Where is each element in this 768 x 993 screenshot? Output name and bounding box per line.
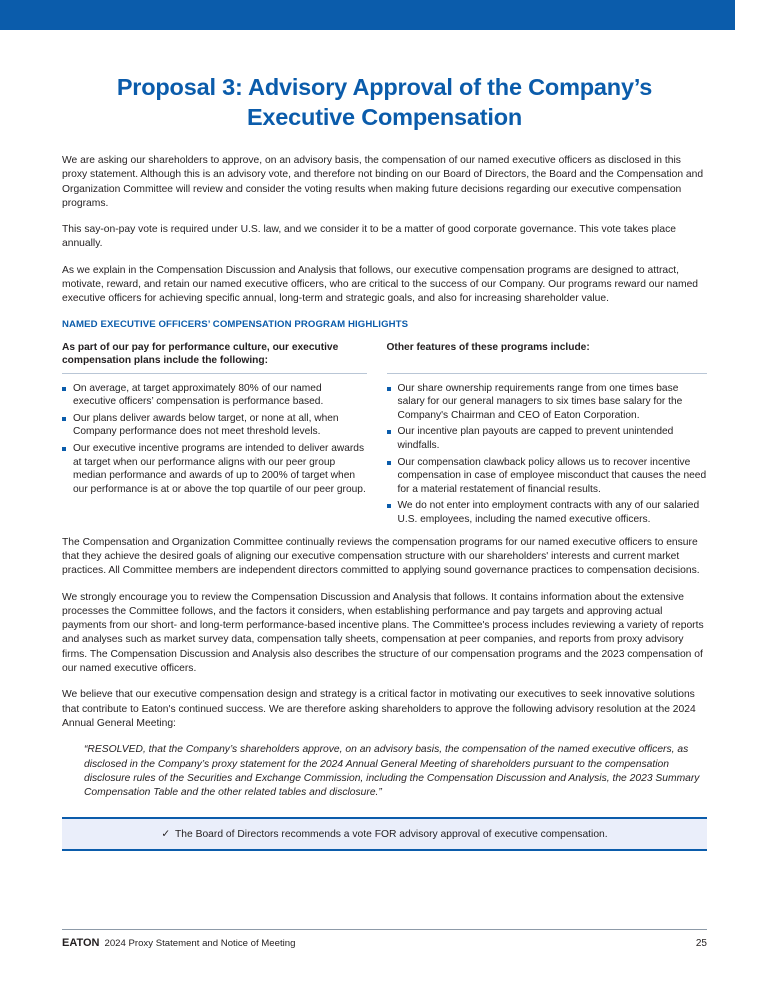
highlights-right-column xyxy=(385,341,708,530)
footer-left xyxy=(62,937,295,949)
check-icon: ✓ xyxy=(161,828,170,840)
body-paragraph-6: We believe that our executive compensation design and strategy is a critical factor in motivating our executives to seek innovative solutions that contribute to Eaton's continued success. We are therefore asking shareholders to approve the following advisory resolution at the 2024 Annual General Meeting: xyxy=(62,689,696,729)
left-column-divider xyxy=(62,373,367,374)
page-title: Proposal 3: Advisory Approval of the Company’s Executive Compensation xyxy=(116,74,653,130)
intro-paragraph-2: This say-on-pay vote is required under U.S. law, and we consider it to be a matter of good corporate governance. This vote takes place annually. xyxy=(62,224,676,250)
page-footer xyxy=(62,929,707,949)
company-logo-text: EATON xyxy=(62,937,100,949)
left-column-bullet-list xyxy=(62,382,367,497)
body-paragraph-5: We strongly encourage you to review the Compensation Discussion and Analysis that follows. It contains information about the extensive processes the Committee follows, and the factors it considers, when establishing performance and pay targets and approving actual payments from our short- and long-term performance-based incentive plans. The Committee's process includes reviewing a variety of reports and analyses such as market survey data, compensation tally sheets, compensation at peer companies, and reports from proxy advisory firms. The Compensation Discussion and Analysis also describes the structure of our compensation programs and the 2023 compensation of our named executive officers. xyxy=(62,591,704,674)
header-band xyxy=(0,0,735,30)
highlights-left-column xyxy=(62,341,385,530)
highlights-columns xyxy=(62,341,707,530)
right-column-divider xyxy=(387,373,708,374)
page-number: 25 xyxy=(695,938,707,949)
section-heading-compensation-highlights: NAMED EXECUTIVE OFFICERS’ COMPENSATION PROGRAM HIGHLIGHTS xyxy=(62,318,409,330)
resolution-quote: “RESOLVED, that the Company’s shareholders approve, on an advisory basis, the compensation of the named executive officers, as disclosed in the Company’s proxy statement for the 2024 Annual General Meeting of shareholders pursuant to the compensation disclosure rules of the Securities and Exchange Commission, including the Compensation Discussion and Analysis, the 2023 Summary Compensation Table and the other related tables and disclosure.” xyxy=(84,744,700,799)
board-recommendation-text: The Board of Directors recommends a vote FOR advisory approval of executive compensation. xyxy=(174,828,608,840)
footer-document-title: 2024 Proxy Statement and Notice of Meeting xyxy=(104,938,296,949)
body-paragraph-4: The Compensation and Organization Committee continually reviews the compensation programs for our named executive officers to ensure that they achieve the desired goals of aligning our executive compensation structure with our shareholders' interests and current market practices. All Committee members are independent directors committed to applying sound governance practices to compensation decisions. xyxy=(62,536,700,577)
intro-paragraph-3: As we explain in the Compensation Discussion and Analysis that follows, our executive compensation programs are designed to attract, motivate, reward, and retain our named executive officers, who are critical to the success of our Company. Our programs reward our named executive officers for achieving specific annual, long-term and strategic goals, and also for increasing shareholder value. xyxy=(62,264,699,305)
list-item: On average, at target approximately 80% of our named executive officers’ compensation is performance based. xyxy=(62,382,367,409)
page-content xyxy=(62,72,707,851)
board-recommendation-box xyxy=(62,817,707,851)
list-item: Our plans deliver awards below target, or none at all, when Company performance does not meet threshold levels. xyxy=(62,412,367,439)
list-item: Our incentive plan payouts are capped to prevent unintended windfalls. xyxy=(387,425,708,452)
list-item: Our share ownership requirements range from one times base salary for our general managers to six times base salary for the Company's Chairman and CEO of Eaton Corporation. xyxy=(387,382,708,423)
list-item: Our compensation clawback policy allows us to recover incentive compensation in case of employee misconduct that causes the need for a material restatement of financial results. xyxy=(387,456,708,497)
right-column-heading: Other features of these programs include: xyxy=(386,341,590,353)
right-column-bullet-list xyxy=(387,382,708,527)
list-item: We do not enter into employment contracts with any of our salaried U.S. employees, including the named executive officers. xyxy=(387,499,708,526)
left-column-heading: As part of our pay for performance culture, our executive compensation plans include the following: xyxy=(62,341,339,367)
intro-paragraph-1: We are asking our shareholders to approve, on an advisory basis, the compensation of our named executive officers as disclosed in this proxy statement. Although this is an advisory vote, and therefore not binding on our Board of Directors, the Board and the Compensation and Organization Committee will review and consider the voting results when making future decisions regarding our executive compensation programs. xyxy=(62,155,704,209)
list-item: Our executive incentive programs are intended to deliver awards at target when our performance aligns with our peer group median performance and awards of up to 200% of target when our performance is at or above the top quartile of our peer group. xyxy=(62,442,367,496)
